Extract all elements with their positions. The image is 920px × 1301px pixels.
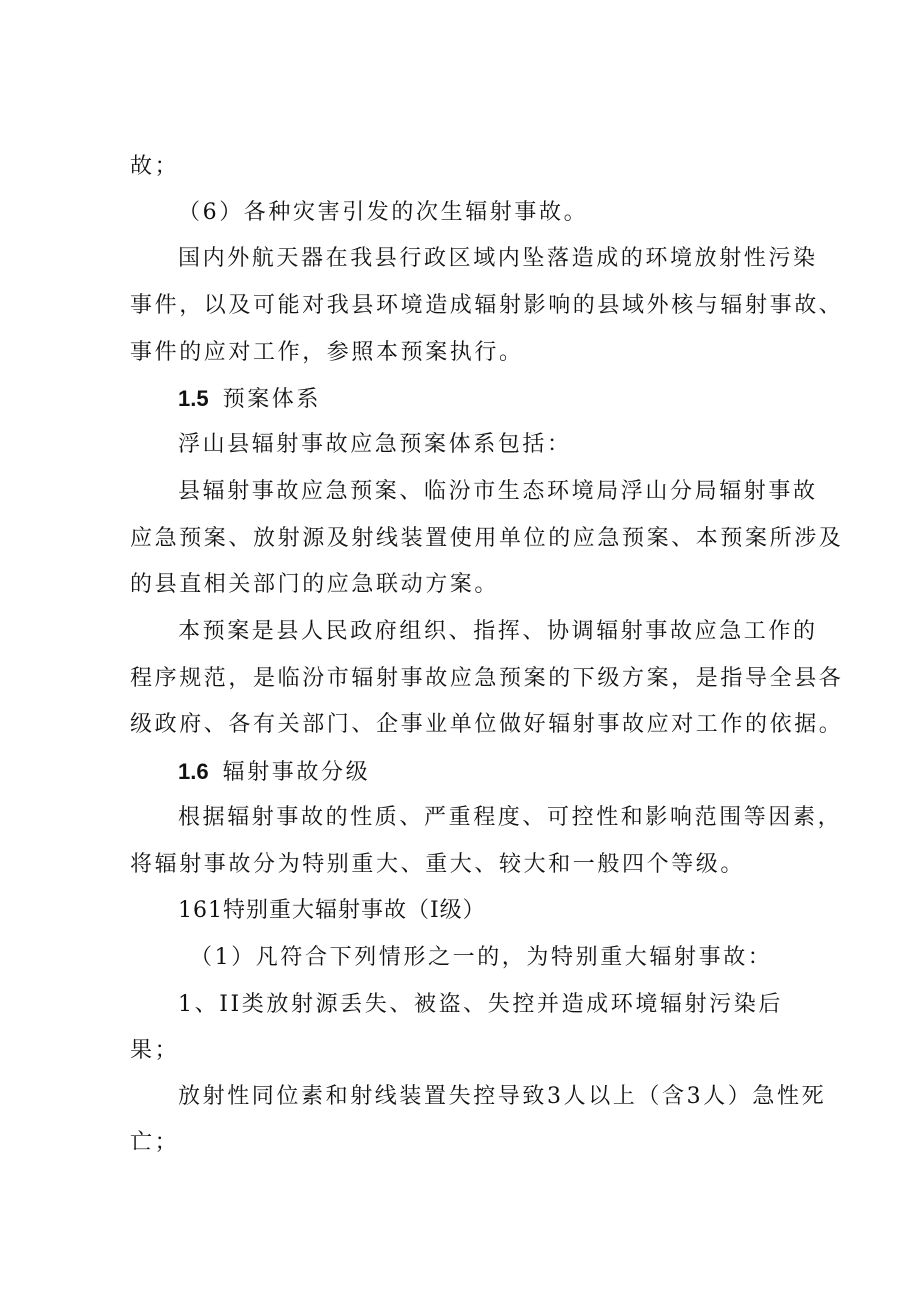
text-line: 将辐射事故分为特别重大、重大、较大和一般四个等级。 — [130, 852, 746, 877]
text-line: 1、II类放射源丢失、被盗、失控并造成环境辐射污染后 — [178, 992, 783, 1017]
text-line: 果； — [130, 1038, 180, 1063]
section-number: 1.6 — [178, 759, 209, 784]
text-line: 亡； — [130, 1130, 180, 1155]
text-line: 事件，以及可能对我县环境造成辐射影响的县域外核与辐射事故、 — [130, 293, 844, 318]
text-line: 级政府、各有关部门、企事业单位做好辐射事故应对工作的依据。 — [130, 712, 844, 737]
section-number: 1.5 — [178, 386, 209, 411]
text-line: 本预案是县人民政府组织、指挥、协调辐射事故应急工作的 — [178, 619, 818, 644]
text-line: 故； — [130, 154, 180, 179]
text-line: 国内外航天器在我县行政区域内坠落造成的环境放射性污染 — [178, 246, 818, 271]
section-heading-1-6 — [178, 757, 370, 788]
section-title: 预案体系 — [222, 387, 321, 412]
subsection-heading-1-6-1: 161特别重大辐射事故（I级） — [178, 898, 486, 923]
section-heading-1-5 — [178, 384, 321, 415]
text-line: 县辐射事故应急预案、临汾市生态环境局浮山分局辐射事故 — [178, 479, 818, 504]
text-line: 浮山县辐射事故应急预案体系包括： — [178, 432, 572, 457]
text-line: 的县直相关部门的应急联动方案。 — [130, 572, 500, 597]
text-line: （1）凡符合下列情形之一的，为特别重大辐射事故： — [190, 945, 773, 970]
text-line: 放射性同位素和射线装置失控导致3人以上（含3人）急性死 — [178, 1084, 827, 1109]
text-line: 根据辐射事故的性质、严重程度、可控性和影响范围等因素， — [178, 805, 843, 830]
text-line: （6）各种灾害引发的次生辐射事故。 — [178, 200, 589, 225]
text-line: 程序规范，是临汾市辐射事故应急预案的下级方案，是指导全县各 — [130, 666, 844, 691]
section-title: 辐射事故分级 — [222, 760, 371, 785]
text-line: 应急预案、放射源及射线装置使用单位的应急预案、本预案所涉及 — [130, 526, 844, 551]
text-line: 事件的应对工作，参照本预案执行。 — [130, 340, 524, 365]
